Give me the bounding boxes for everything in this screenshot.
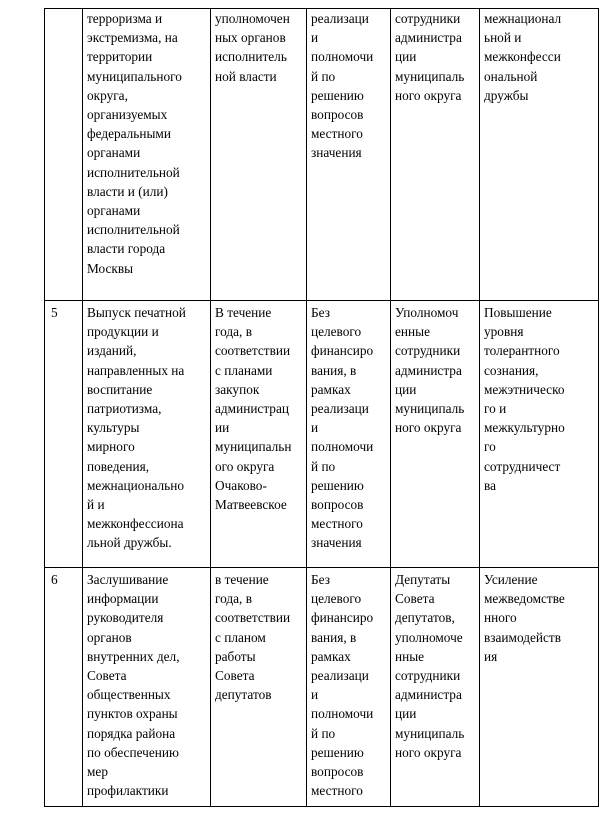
financing-cell: реализаци и полномочи й по решению вопросов местного значения (307, 9, 391, 301)
result-cell: межнационал ьной и межконфесси ональной дружбы (480, 9, 599, 301)
term-cell: уполномочен ных органов исполнитель ной власти (211, 9, 307, 301)
table-row (45, 301, 599, 568)
responsible-cell: Депутаты Совета депутатов, уполномоче нные сотрудники администра ции муниципаль ного округа (391, 568, 480, 807)
event-cell: Выпуск печатной продукции и изданий, направленных на воспитание патриотизма, культуры мирного поведения, межнационально й и межконфессиона льной дружбы. (83, 301, 211, 568)
row-number-cell: 5 (45, 301, 83, 568)
responsible-cell: Уполномоч енные сотрудники администра ции муниципаль ного округа (391, 301, 480, 568)
event-cell: терроризма и экстремизма, на территории муниципального округа, организуемых федеральными органами исполнительной власти и (или) органами исполнительной власти города Москвы (83, 9, 211, 301)
result-cell: Повышение уровня толерантного сознания, межэтническо го и межкультурно го сотрудничест ва (480, 301, 599, 568)
result-cell: Усиление межведомстве нного взаимодейств ия (480, 568, 599, 807)
financing-cell: Без целевого финансиро вания, в рамках реализаци и полномочи й по решению вопросов местного (307, 568, 391, 807)
term-cell: в течение года, в соответствии с планом работы Совета депутатов (211, 568, 307, 807)
event-cell: Заслушивание информации руководителя органов внутренних дел, Совета общественных пунктов охраны порядка района по обеспечению мер профилактики (83, 568, 211, 807)
table-row (45, 568, 599, 807)
measures-table (44, 8, 599, 807)
row-number-cell: 6 (45, 568, 83, 807)
responsible-cell: сотрудники администра ции муниципаль ного округа (391, 9, 480, 301)
financing-cell: Без целевого финансиро вания, в рамках реализаци и полномочи й по решению вопросов местного значения (307, 301, 391, 568)
row-number-cell (45, 9, 83, 301)
table-row (45, 9, 599, 301)
term-cell: В течение года, в соответствии с планами закупок администрац ии муниципальн ого округа Очаково- Матвеевское (211, 301, 307, 568)
